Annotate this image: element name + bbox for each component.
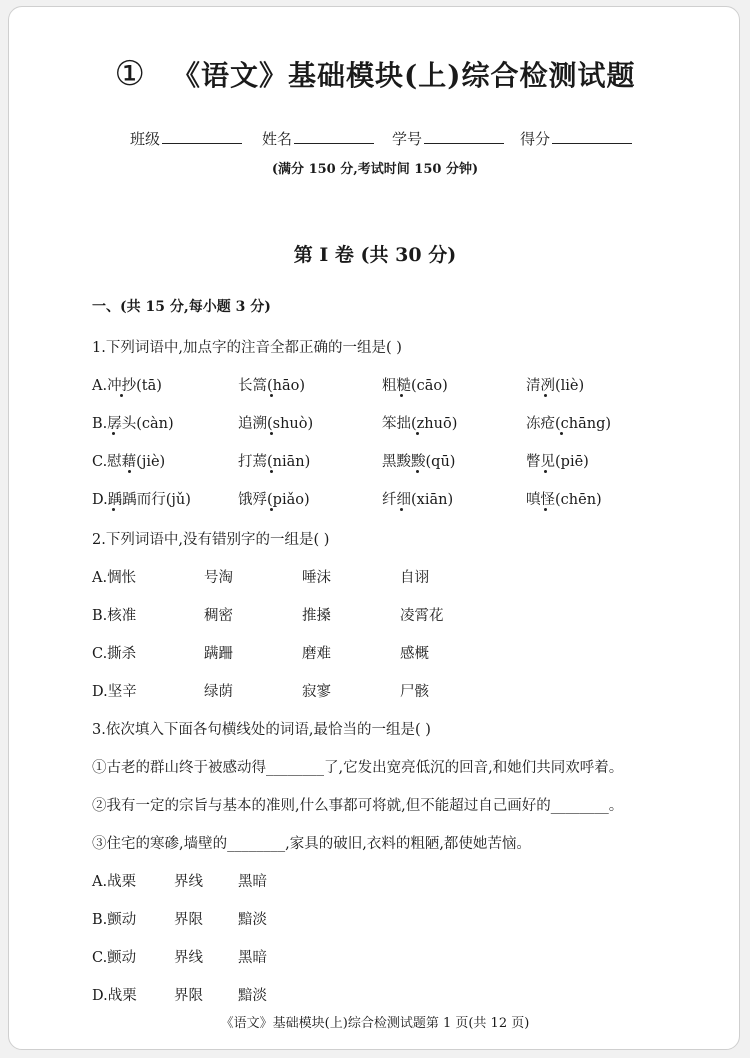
q1-option-d-1: D.踽踽而行(jǔ) (92, 492, 191, 508)
q3-option-a-2: 界线 (174, 874, 203, 890)
q1-option-a-3: 粗糙(cāo) (382, 378, 448, 394)
q3-option-b-2: 界限 (174, 912, 203, 928)
q2-option-a-2: 号淘 (204, 570, 233, 586)
q2-option-b-4: 凌霄花 (400, 608, 444, 624)
page-title (0, 54, 750, 94)
q2-option-b-3: 推搡 (302, 608, 331, 624)
q1-option-c-4: 瞥见(piē) (526, 454, 589, 470)
q1-option-c-2: 打蔫(niān) (238, 454, 311, 470)
q1-option-b-2: 追溯(shuò) (238, 416, 314, 432)
id-field (392, 128, 504, 149)
q3-option-c-1: C.颤动 (92, 950, 137, 966)
id-label: 学号 (392, 130, 423, 148)
q2-option-a-1: A.惆怅 (92, 570, 137, 586)
q2-option-d-3: 寂寥 (302, 684, 331, 700)
q2-option-a-4: 自诩 (400, 570, 429, 586)
volume-heading: 第 I 卷 (共 30 分) (293, 244, 457, 266)
q3-sentence-2: ②我有一定的宗旨与基本的准则,什么事都可将就,但不能超过自己画好的________。 (92, 798, 624, 814)
q3-option-c-3: 黑暗 (238, 950, 267, 966)
q3-option-a-3: 黑暗 (238, 874, 267, 890)
emphasis-dot (270, 470, 273, 473)
q1-option-b-3: 笨拙(zhuō) (382, 416, 458, 432)
q1-option-b-1: B.孱头(càn) (92, 416, 174, 432)
score-blank[interactable] (552, 129, 632, 144)
emphasis-dot (120, 394, 123, 397)
q2-option-d-4: 尸骸 (400, 684, 429, 700)
score-label: 得分 (520, 130, 551, 148)
q1-option-c-1: C.慰藉(jiè) (92, 454, 166, 470)
title-text: 《语文》基础模块(上)综合检测试题 (171, 59, 636, 92)
question-1-stem: 1.下列词语中,加点字的注音全都正确的一组是( ) (92, 340, 402, 356)
q3-option-b-1: B.颤动 (92, 912, 137, 928)
q1-option-d-4: 嗔怪(chēn) (526, 492, 602, 508)
emphasis-dot (544, 394, 547, 397)
emphasis-dot (400, 394, 403, 397)
q3-option-c-2: 界线 (174, 950, 203, 966)
question-3-stem: 3.依次填入下面各句横线处的词语,最恰当的一组是( ) (92, 722, 431, 738)
class-label: 班级 (130, 130, 161, 148)
emphasis-dot (270, 432, 273, 435)
q1-option-c-3: 黑黢黢(qū) (382, 454, 456, 470)
q1-option-b-4: 冻疮(chāng) (526, 416, 612, 432)
emphasis-dot (560, 432, 563, 435)
emphasis-dot (270, 394, 273, 397)
q1-option-a-2: 长篙(hāo) (238, 378, 306, 394)
section-heading: 一、(共 15 分,每小题 3 分) (92, 299, 271, 315)
emphasis-dot (416, 432, 419, 435)
q2-option-d-2: 绿荫 (204, 684, 233, 700)
q3-option-b-3: 黯淡 (238, 912, 267, 928)
emphasis-dot (416, 470, 419, 473)
test-number: ① (114, 54, 146, 94)
emphasis-dot (270, 508, 273, 511)
q2-option-d-1: D.坚辛 (92, 684, 137, 700)
q1-option-d-2: 饿殍(piǎo) (238, 492, 310, 508)
q2-option-c-3: 磨难 (302, 646, 331, 662)
page-footer: 《语文》基础模块(上)综合检测试题第 1 页(共 12 页) (220, 1016, 530, 1031)
name-label: 姓名 (262, 130, 293, 148)
q3-sentence-3: ③住宅的寒碜,墙壁的________,家具的破旧,衣料的粗陋,都使她苦恼。 (92, 836, 531, 852)
q3-option-a-1: A.战栗 (92, 874, 137, 890)
class-field (130, 128, 242, 149)
name-field (262, 128, 374, 149)
q2-option-b-1: B.核准 (92, 608, 137, 624)
emphasis-dot (112, 508, 115, 511)
q1-option-d-3: 纤细(xiān) (382, 492, 454, 508)
q2-option-b-2: 稠密 (204, 608, 233, 624)
q3-option-d-3: 黯淡 (238, 988, 267, 1004)
exam-note: (满分 150 分,考试时间 150 分钟) (271, 162, 479, 177)
emphasis-dot (544, 508, 547, 511)
q1-option-a-4: 清冽(liè) (526, 378, 585, 394)
q2-option-a-3: 唾沫 (302, 570, 331, 586)
emphasis-dot (128, 470, 131, 473)
q2-option-c-2: 蹒跚 (204, 646, 233, 662)
name-blank[interactable] (294, 129, 374, 144)
emphasis-dot (400, 508, 403, 511)
q1-option-a-1: A.冲抄(tā) (92, 378, 162, 394)
id-blank[interactable] (424, 129, 504, 144)
emphasis-dot (544, 470, 547, 473)
q3-option-d-1: D.战栗 (92, 988, 137, 1004)
q3-option-d-2: 界限 (174, 988, 203, 1004)
q2-option-c-4: 感概 (400, 646, 429, 662)
class-blank[interactable] (162, 129, 242, 144)
question-2-stem: 2.下列词语中,没有错别字的一组是( ) (92, 532, 330, 548)
q2-option-c-1: C.撕杀 (92, 646, 137, 662)
score-field (520, 128, 632, 149)
emphasis-dot (112, 432, 115, 435)
q3-sentence-1: ①古老的群山终于被感动得________了,它发出宽亮低沉的回音,和她们共同欢呼着。 (92, 760, 624, 776)
